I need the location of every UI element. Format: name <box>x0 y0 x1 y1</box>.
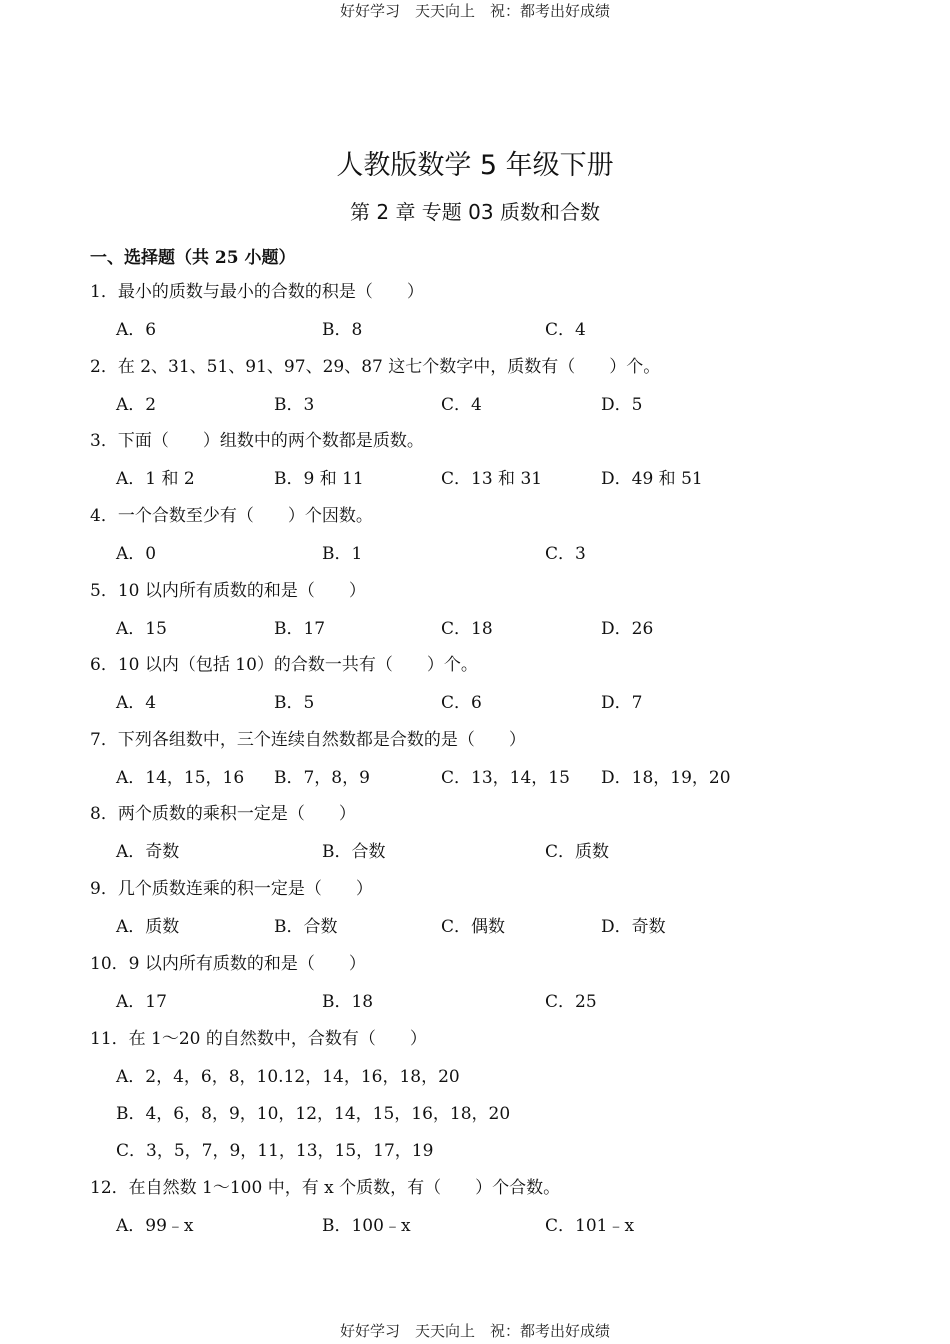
option-b: B．7，8，9 <box>274 768 370 788</box>
option-c: C．18 <box>441 619 493 639</box>
question-stem: 3．下面（ ）组数中的两个数都是质数。 <box>90 431 424 451</box>
option-a: A．17 <box>116 992 167 1012</box>
option-c: C．13，14，15 <box>441 768 570 788</box>
option-c: C．25 <box>545 992 597 1012</box>
question-stem: 8．两个质数的乘积一定是（ ） <box>90 804 356 824</box>
document-title: 人教版数学 5 年级下册 <box>336 150 614 181</box>
option-b: B．17 <box>274 619 326 639</box>
question-stem: 7．下列各组数中，三个连续自然数都是合数的是（ ） <box>90 730 526 750</box>
question-stem: 9．几个质数连乘的积一定是（ ） <box>90 879 373 899</box>
option-a: A．4 <box>116 693 157 713</box>
option-a: A．1 和 2 <box>116 469 195 489</box>
option-b: B．100﹣x <box>322 1216 411 1236</box>
chapter-subtitle: 第 2 章 专题 03 质数和合数 <box>350 200 600 224</box>
option-d: D．49 和 51 <box>601 469 703 489</box>
option-c: C．4 <box>545 320 586 340</box>
option-b: B．4，6，8，9，10，12，14，15，16，18，20 <box>116 1104 511 1124</box>
option-b: B．合数 <box>274 917 338 937</box>
option-a: A．质数 <box>116 917 180 937</box>
option-d: D．奇数 <box>601 917 666 937</box>
option-c: C．3，5，7，9，11，13，15，17，19 <box>116 1141 434 1161</box>
option-b: B．合数 <box>322 842 386 862</box>
option-c: C．13 和 31 <box>441 469 543 489</box>
option-b: B．18 <box>322 992 374 1012</box>
option-d: D．18，19，20 <box>601 768 731 788</box>
option-b: B．1 <box>322 544 363 564</box>
question-stem: 6．10 以内（包括 10）的合数一共有（ ）个。 <box>90 655 478 675</box>
option-a: A．6 <box>116 320 157 340</box>
page-footer: 好好学习 天天向上 祝：都考出好成绩 <box>339 1322 610 1340</box>
section-heading: 一、选择题（共 25 小题） <box>90 248 296 268</box>
option-a: A．0 <box>116 544 157 564</box>
question-stem: 11．在 1～20 的自然数中，合数有（ ） <box>90 1029 427 1049</box>
option-a: A．14，15，16 <box>116 768 245 788</box>
option-a: A．奇数 <box>116 842 180 862</box>
option-a: A．99﹣x <box>116 1216 194 1236</box>
option-b: B．3 <box>274 395 315 415</box>
option-c: C．3 <box>545 544 586 564</box>
option-c: C．101﹣x <box>545 1216 635 1236</box>
option-a: A．2，4，6，8，10.12，14，16，18，20 <box>116 1067 460 1087</box>
option-d: D．5 <box>601 395 643 415</box>
question-stem: 2．在 2、31、51、91、97、29、87 这七个数字中，质数有（ ）个。 <box>90 357 661 377</box>
option-b: B．8 <box>322 320 363 340</box>
option-c: C．偶数 <box>441 917 506 937</box>
option-a: A．15 <box>116 619 167 639</box>
option-c: C．6 <box>441 693 482 713</box>
option-c: C．4 <box>441 395 482 415</box>
option-d: D．26 <box>601 619 654 639</box>
option-a: A．2 <box>116 395 157 415</box>
question-stem: 10．9 以内所有质数的和是（ ） <box>90 954 366 974</box>
option-b: B．9 和 11 <box>274 469 364 489</box>
question-stem: 5．10 以内所有质数的和是（ ） <box>90 581 366 601</box>
question-stem: 1．最小的质数与最小的合数的积是（ ） <box>90 282 424 302</box>
page-header: 好好学习 天天向上 祝：都考出好成绩 <box>339 2 610 20</box>
option-d: D．7 <box>601 693 643 713</box>
question-stem: 12．在自然数 1～100 中，有 x 个质数，有（ ）个合数。 <box>90 1178 561 1198</box>
question-stem: 4．一个合数至少有（ ）个因数。 <box>90 506 373 526</box>
option-c: C．质数 <box>545 842 610 862</box>
option-b: B．5 <box>274 693 315 713</box>
